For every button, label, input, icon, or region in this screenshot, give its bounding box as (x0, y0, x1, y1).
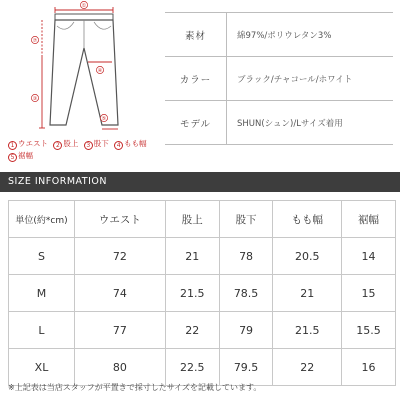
table-cell: 16 (342, 349, 396, 386)
column-header-rise: 股上 (165, 201, 219, 238)
column-header-inseam: 股下 (219, 201, 273, 238)
table-cell: 72 (75, 238, 166, 275)
marker-5: ⑤ (101, 116, 107, 122)
table-cell: 15.5 (342, 312, 396, 349)
spec-value: 綿97%/ポリウレタン3% (237, 30, 332, 41)
column-header-hem: 裾幅 (342, 201, 396, 238)
table-cell: 22 (273, 349, 342, 386)
table-row (9, 312, 396, 349)
table-cell: 14 (342, 238, 396, 275)
table-row (9, 238, 396, 275)
size-information-header: SIZE INFORMATION (0, 172, 400, 192)
marker-7: ⑦ (32, 38, 38, 44)
legend-item-inseam: 3 股下 (84, 139, 109, 148)
size-label: XL (9, 349, 75, 386)
size-label: S (9, 238, 75, 275)
legend-item-waist: 1 ウエスト (8, 139, 48, 148)
column-header-unit: 単位(約*cm) (9, 201, 75, 238)
spec-key: モデル (165, 101, 227, 144)
size-label: L (9, 312, 75, 349)
spec-value: SHUN(シュン)/Lサイズ着用 (237, 118, 343, 129)
column-header-waist: ウエスト (75, 201, 166, 238)
legend-item-thigh: 4 もも幅 (114, 139, 147, 148)
spec-row-color (165, 57, 393, 101)
table-cell: 21.5 (273, 312, 342, 349)
table-cell: 20.5 (273, 238, 342, 275)
spec-value: ブラック/チャコール/ホワイト (237, 74, 353, 85)
column-header-thigh: もも幅 (273, 201, 342, 238)
table-row (9, 275, 396, 312)
table-cell: 22 (165, 312, 219, 349)
table-cell: 74 (75, 275, 166, 312)
size-label: M (9, 275, 75, 312)
legend-item-hem: 5 裾幅 (8, 151, 33, 160)
table-cell: 78 (219, 238, 273, 275)
spec-row-model (165, 101, 393, 145)
size-table (8, 200, 396, 386)
size-table-header-row (9, 201, 396, 238)
measurement-legend (8, 138, 158, 162)
measurement-note: ※上記表は当店スタッフが平置きで採寸したサイズを記載しています。 (8, 383, 262, 392)
legend-item-rise: 2 股上 (53, 139, 78, 148)
table-cell: 21 (165, 238, 219, 275)
table-cell: 79 (219, 312, 273, 349)
table-cell: 22.5 (165, 349, 219, 386)
table-cell: 79.5 (219, 349, 273, 386)
marker-1: ① (81, 3, 87, 9)
table-row (9, 349, 396, 386)
spec-table (165, 12, 393, 145)
table-cell: 77 (75, 312, 166, 349)
spec-row-material (165, 13, 393, 57)
table-cell: 21.5 (165, 275, 219, 312)
spec-key: カラー (165, 57, 227, 100)
marker-3: ③ (32, 96, 38, 102)
spec-key: 素材 (165, 13, 227, 56)
marker-4: ④ (97, 68, 103, 74)
table-cell: 21 (273, 275, 342, 312)
table-cell: 80 (75, 349, 166, 386)
table-cell: 15 (342, 275, 396, 312)
table-cell: 78.5 (219, 275, 273, 312)
